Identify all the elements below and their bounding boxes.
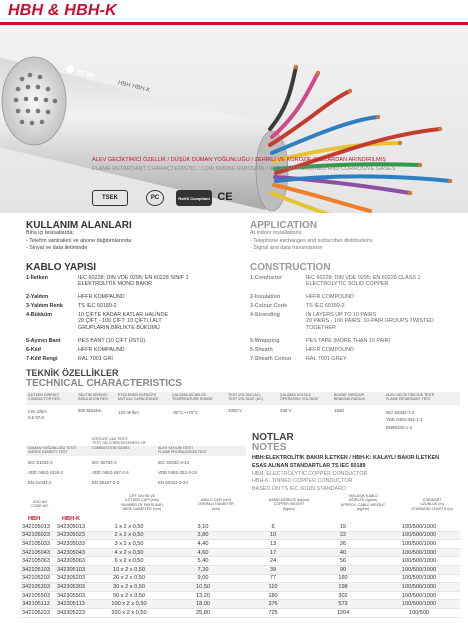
- product-cell: 342105503: [22, 592, 50, 599]
- product-cell: 100/500/1000: [378, 591, 460, 600]
- product-cell: 342105063: [22, 558, 50, 565]
- tech-value: -30°C~+70°C: [172, 410, 199, 415]
- logo-text: erse: [75, 65, 96, 81]
- structure-value: HFFR KOMPAUND: [78, 294, 125, 300]
- product-header-diameter: KABLO ÇAPI (mm) OVERALL DIAMETER (mm): [197, 498, 234, 511]
- cable-illustration: [0, 25, 468, 213]
- application-line: - Signal and data transmission: [250, 245, 323, 252]
- product-cell: 26: [308, 540, 378, 549]
- product-row: [20, 565, 460, 574]
- product-cell: 7,20: [168, 565, 238, 574]
- product-cell: 39: [238, 565, 308, 574]
- construction-value: IEC 60228; DIN VDE 0295; EN 60228 CLASS 1 ELECTROLYTIC SOLID COPPER: [306, 275, 421, 288]
- product-cell: 342305043: [52, 548, 90, 557]
- product-cell: 50 x 2 x 0,50: [90, 591, 168, 600]
- product-cell: 17: [238, 548, 308, 557]
- product-cell: 100/500/1000: [378, 557, 460, 566]
- product-cell: 6 x 2 x 0,50: [90, 557, 168, 566]
- product-cell: 30 x 2 x 0,50: [90, 583, 168, 592]
- product-cell: 200 x 2 x 0,50: [90, 608, 168, 617]
- tech-header: DUMAN YOĞUNLUĞU TESTİ SMOKE DENSITY TEST: [28, 446, 77, 455]
- product-row: [20, 600, 460, 609]
- structure-key: 6-Kılıf: [26, 347, 41, 353]
- structure-value: IEC 60228; DIN VDE 0295; EN 60228 SINIF 1 ELEKTROLİTİK MONO BAKIR: [78, 275, 189, 288]
- product-cell: 77: [238, 574, 308, 583]
- product-cell: 725: [238, 608, 308, 617]
- product-cell: 342105043: [22, 549, 50, 556]
- tech-header: BÜKME YARIÇAPI BENDING RADIUS: [334, 393, 365, 402]
- product-header-pairs: ÇİFT SAYISI VE İLETKEN ÇAPI (mm) NUMBER OF PAIRS AND WIRE DIAMETER (mm): [121, 494, 163, 511]
- product-col-hbh: HBH: [28, 516, 41, 522]
- tech-header: ÇALIŞMA VOLTAJI OPERATING VOLTAGE: [280, 393, 319, 402]
- product-cell: 18,00: [168, 600, 238, 609]
- tech-header: ÇALIŞMA SICAKLIĞI TEMPERATURE RANGE: [172, 393, 213, 402]
- construction-value: PES TAPE (MORE THAN 10 PAIR): [306, 338, 391, 344]
- product-cell: 5,40: [168, 557, 238, 566]
- construction-key: 5-Wrapping: [250, 338, 280, 344]
- application-line: At indoor installations;: [250, 230, 303, 236]
- product-cell: 180: [238, 591, 308, 600]
- note-line: HBH: ELECTROLYTIC COPPER CONDUCTOR: [252, 470, 368, 477]
- product-header-copper: BAKIR AĞIRLIĞI (kg/km) COPPER WEIGHT (kg/km): [268, 498, 310, 511]
- application-title: APPLICATION: [250, 220, 318, 231]
- product-row: [20, 574, 460, 583]
- tech-value: IEC 60754-2 VDE 0482-267-2-3 EN 50267-2-3: [92, 460, 129, 485]
- page-title: HBH & HBH-K: [8, 2, 117, 19]
- note-line: HBH-K: TINNED COPPER CONDUCTOR: [252, 478, 353, 485]
- product-cell: 342305023: [52, 531, 90, 540]
- construction-title: CONSTRUCTION: [250, 262, 331, 273]
- product-cell: 13: [238, 540, 308, 549]
- product-cell: 342305033: [52, 540, 90, 549]
- tech-value: IEC 60332-1-2 VDE 0482-332-1-2 EN60332-1-2: [386, 410, 423, 430]
- product-cell: 100 x 2 x 0,50: [90, 600, 168, 609]
- usage-text: [26, 230, 226, 253]
- construction-value: IN LAYERS UP TO 10 PAIRS 20 PAIRS - 100 PAIRS: 10-PAIR GROUPS TWISTED TOGETHER: [306, 312, 434, 331]
- product-cell: 22: [308, 531, 378, 540]
- product-cell: 342305223: [52, 608, 90, 617]
- product-cell: 198: [308, 583, 378, 592]
- cable-product-image: [0, 25, 468, 213]
- product-cell: 100/500/1000: [378, 565, 460, 574]
- usage-title: KULLANIM ALANLARI: [26, 220, 132, 231]
- product-cell: 342105013: [22, 523, 50, 530]
- product-cell: 56: [308, 557, 378, 566]
- subtitle-en: FLAME RETARDANT CHARACTERISTIC / LOW SMOKE EMISSION / WITHOUT POISONED AND CORROSIVE GASES: [92, 166, 396, 172]
- note-line: ESAS ALINAN STANDARTLAR TS IEC 60189: [252, 462, 366, 469]
- tech-header: YALITIM DİRENCİ INSULATION RES.: [78, 393, 109, 402]
- construction-key: 1-Conductor: [250, 275, 283, 281]
- tech-title-tr: TEKNİK ÖZELLİKLER: [26, 368, 119, 378]
- note-line: BASED ON TS IEC 60189 STANDARD: [252, 486, 346, 493]
- structure-value: RAL 7001 GRİ: [78, 356, 113, 362]
- structure-key: 7-Kılıf Rengi: [26, 356, 58, 362]
- application-text: [250, 230, 460, 253]
- product-cell: 342305303: [52, 583, 90, 592]
- usage-line: - Telefon santralleri ve abone dağıtımlarında: [26, 237, 132, 244]
- product-row: [20, 540, 460, 549]
- product-cell: 10 x 2 x 0,50: [90, 565, 168, 574]
- tech-value: 15xD: [334, 408, 345, 413]
- product-cell: 342305103: [52, 565, 90, 574]
- product-header-weight: YAKLAŞIK KABLO AĞIRLIĞI (kg/km) APPROX. CABLE WEIGHT (kg/km): [340, 494, 386, 511]
- product-cell: 342305063: [52, 557, 90, 566]
- ce-mark-icon: CE: [217, 191, 233, 203]
- product-cell: 100/500: [378, 608, 460, 617]
- product-cell: 342305503: [52, 591, 90, 600]
- product-cell: 90: [308, 565, 378, 574]
- product-row: [20, 523, 460, 531]
- tech-value: 250 V: [280, 408, 292, 413]
- construction-key: 2-Insulation: [250, 294, 281, 300]
- product-cell: 2 x 2 x 0,50: [90, 531, 168, 540]
- tech-header: İLETKEN DİRENCİ CONDUCTOR RES.: [28, 393, 61, 402]
- product-row: [20, 608, 460, 617]
- product-cell: 13,20: [168, 591, 238, 600]
- product-cell: 20 x 2 x 0,50: [90, 574, 168, 583]
- product-cell: 342105303: [22, 583, 50, 590]
- structure-value: TS IEC 60189-2: [78, 303, 117, 309]
- product-table: [20, 523, 460, 618]
- tech-header: ALEV GECİKTİRİCİLİK TESTİ FLAME RETARDANT TEST: [386, 393, 435, 402]
- usage-line: Bina içi tesisatlarda;: [26, 230, 74, 236]
- construction-value: HFFR COMPOUND: [306, 347, 354, 353]
- tech-value: 500 MΩxkm: [78, 408, 102, 413]
- tech-title-en: TECHNICAL CHARACTERISTICS: [26, 378, 182, 389]
- product-cell: 40: [308, 548, 378, 557]
- rohs-compliant-icon: RoHS Compliant: [176, 190, 212, 206]
- product-cell: 342105023: [22, 532, 50, 539]
- product-header-length: STANDART UZUNLUK (m) STANDARD LENGTH (m): [411, 498, 453, 511]
- tsek-certification-icon: TSEK: [92, 190, 128, 206]
- notes-title-en: NOTES: [252, 442, 287, 453]
- cable-structure-title: KABLO YAPISI: [26, 262, 97, 273]
- structure-key: 4-Bükküm: [26, 312, 53, 318]
- tech-header: ALEV YAYILIM TESTİ FLAME PROPAGATION TEST: [158, 446, 207, 455]
- product-cell: 100/500/1000: [378, 523, 460, 531]
- product-row: [20, 591, 460, 600]
- construction-key: 4-Stranding: [250, 312, 280, 318]
- tech-value: 120 nF/km: [118, 410, 139, 415]
- tech-value: mm Ω/km 0,5 97,8: [28, 409, 47, 420]
- structure-value: 10 ÇİFTE KADAR KATLAR HALİNDE 20 ÇİFT - 100 ÇİFT: 10 ÇİFTLİ ALT GRUPLARIN BİRLİKTE BÜKÜMÜ: [78, 312, 169, 331]
- product-cell: 10,50: [168, 583, 238, 592]
- product-cell: 1204: [308, 608, 378, 617]
- construction-key: 7-Sheath Colour: [250, 356, 292, 362]
- product-cell: 160: [308, 574, 378, 583]
- product-cell: 342105103: [22, 566, 50, 573]
- construction-key: 3-Colour Code: [250, 303, 288, 309]
- product-row: [20, 531, 460, 540]
- product-cell: 100/500/1000: [378, 548, 460, 557]
- product-col-hbhk: HBH-K: [62, 516, 81, 522]
- product-cell: 3,80: [168, 531, 238, 540]
- product-cell: 342105203: [22, 575, 50, 582]
- tech-header: TEST VOLTAJI (AC) TEST VOLTAGE (AC): [228, 393, 263, 402]
- structure-key: 3-Yalıtım Renk: [26, 303, 63, 309]
- tech-value: 1000 V: [228, 408, 242, 413]
- spread-wires: [270, 67, 450, 213]
- structure-key: 5-Ayırıcı Bant: [26, 338, 61, 344]
- tech-header: KOROZİF GAZ TESTİ TEST ON CORROSIVENESS OF COMBUSTION GASES: [92, 437, 146, 450]
- notes-title-tr: NOTLAR: [252, 432, 294, 443]
- usage-line: - Sinyal ve data iletiminde: [26, 245, 88, 252]
- structure-value: PES BANT (10 ÇİFT ÜSTÜ): [78, 338, 146, 344]
- product-cell: 100/500/1000: [378, 583, 460, 592]
- product-row: [20, 557, 460, 566]
- product-cell: 100/500/1000: [378, 600, 460, 609]
- product-cell: 342305203: [52, 574, 90, 583]
- product-cell: 342105113: [20, 600, 52, 609]
- product-cell: 573: [308, 600, 378, 609]
- construction-key: 6-Sheath: [250, 347, 273, 353]
- pc-certification-icon: PC: [146, 190, 164, 206]
- product-header-code: KOD NO CODE NO.: [31, 500, 49, 509]
- construction-value: TS IEC 60189-2: [306, 303, 345, 309]
- product-cell: 6: [238, 523, 308, 531]
- note-line: HBH:ELEKTROLİTİK BAKIR İLETKEN / HBH-K: KALAYLI BAKIR İLETKEN: [252, 455, 439, 461]
- product-cell: 342105033: [22, 540, 50, 547]
- product-cell: 1 x 2 x 0,50: [90, 523, 168, 531]
- product-cell: 4,60: [168, 548, 238, 557]
- tech-header: ETKİLENEN KAPASİTE MUTUAL CAPACITANCE: [118, 393, 159, 402]
- product-cell: 342105223: [22, 609, 50, 616]
- product-cell: 100/500/1000: [378, 574, 460, 583]
- product-row: [20, 548, 460, 557]
- structure-value: HFFR KOMPAUND: [78, 347, 125, 353]
- product-cell: 100/500/1000: [378, 531, 460, 540]
- product-cell: 4,40: [168, 540, 238, 549]
- product-cell: 9,00: [168, 574, 238, 583]
- tech-value: IEC 61034-2 VDE 0482-1034-2 EN 61034-2: [28, 460, 64, 485]
- product-cell: 342305013: [52, 523, 90, 531]
- cable-print-text: HBH HBH-K: [117, 80, 151, 94]
- product-cell: 4 x 2 x 0,50: [90, 548, 168, 557]
- product-cell: 10: [238, 531, 308, 540]
- product-cell: 302: [308, 591, 378, 600]
- product-cell: 3 x 2 x 0,50: [90, 540, 168, 549]
- product-cell: 100/500/1000: [378, 540, 460, 549]
- product-cell: 342305113: [52, 600, 90, 609]
- structure-key: 1-İletken: [26, 275, 48, 281]
- application-line: - Telephone exchanges and subscriber distributions: [250, 237, 373, 244]
- construction-value: HFFR COMPOUND: [306, 294, 354, 300]
- construction-value: RAL 7001 GREY: [306, 356, 347, 362]
- product-cell: 25,80: [168, 608, 238, 617]
- product-cell: 24: [238, 557, 308, 566]
- notes-body: [252, 455, 464, 494]
- product-row: [20, 583, 460, 592]
- product-cell: 3,10: [168, 523, 238, 531]
- product-cell: 15: [308, 523, 378, 531]
- product-cell: 376: [238, 600, 308, 609]
- product-cell: 110: [238, 583, 308, 592]
- tech-value: IEC 60332-3-24 VDE 0482-332-3-24 EN 60332-3-24: [158, 460, 198, 485]
- structure-key: 2-Yalıtım: [26, 294, 49, 300]
- subtitle-tr: ALEV GECİKTİRİCİ ÖZELLİK / DÜŞÜK DUMAN YOĞUNLUĞU / ZEHİRLİ VE KOROZİF GAZLARDAN ARINDIRILMIŞ: [92, 157, 386, 163]
